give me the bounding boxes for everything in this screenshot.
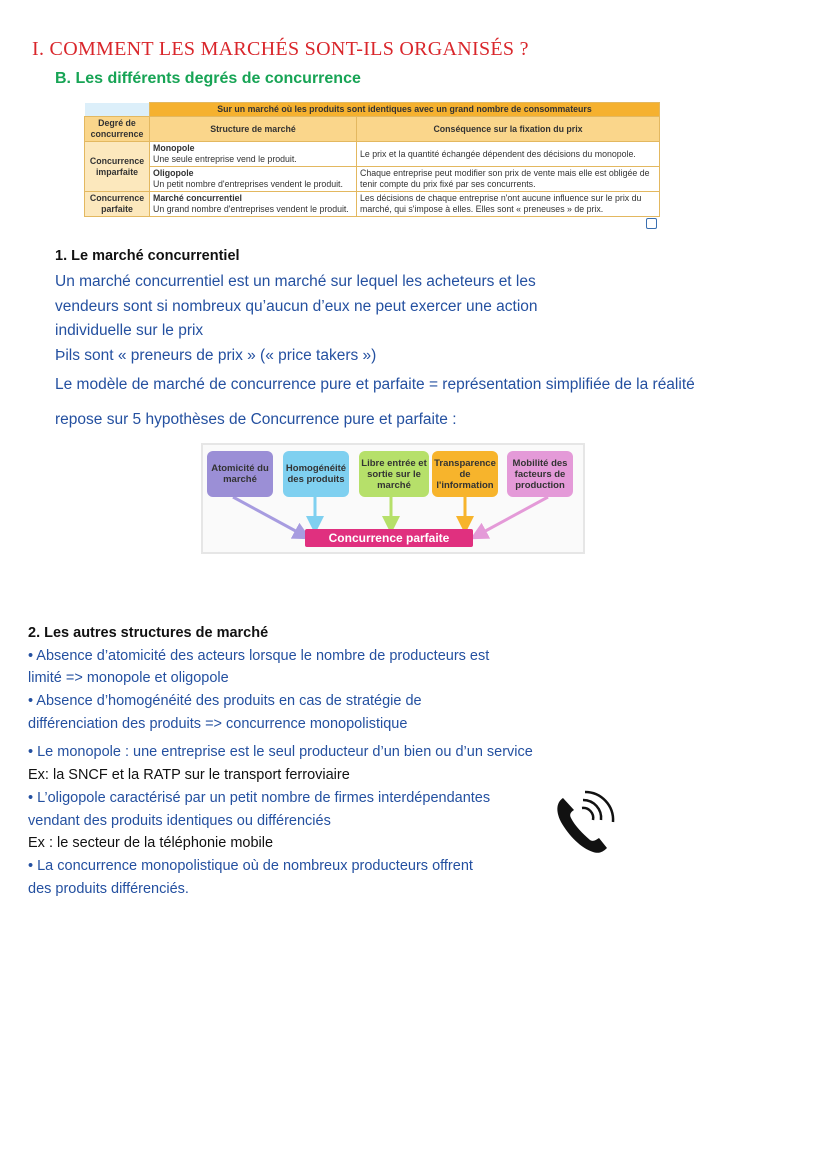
hypothesis-box: Libre entrée et sortie sur le marché [359,451,429,497]
paragraph-line: Le modèle de marché de concurrence pure et parfaite = représentation simplifiée de la réalité [55,376,695,393]
col-header: Structure de marché [150,117,357,142]
page-title: I. COMMENT LES MARCHÉS SONT-ILS ORGANISÉS ? [32,38,529,60]
col-header: Conséquence sur la fixation du prix [357,117,660,142]
paragraph-line: Un marché concurrentiel est un marché sur lequel les acheteurs et les [55,273,536,290]
comment-icon[interactable] [646,218,657,229]
paragraph-line: • La concurrence monopolistique où de nombreux producteurs offrent [28,858,473,874]
hypothesis-box: Mobilité des facteurs de production [507,451,573,497]
paragraph-line: • Le monopole : une entreprise est le seul producteur d’un bien ou d’un service [28,744,533,760]
paragraph-line: • L’oligopole caractérisé par un petit nombre de firmes interdépendantes [28,790,491,806]
table-row: Concurrence parfaite Marché concurrentiel Un grand nombre d'entreprises vendent le produit. Les décisions de chaque entreprise n'ont aucune influence sur le prix du marché, qui s'impose à elles. Elles sont « preneuses » de prix. [85,192,660,217]
paragraph-line: des produits différenciés. [28,881,189,897]
hypothesis-box: Transparence de l'information [432,451,498,497]
paragraph-line: • Absence d’homogénéité des produits en cas de stratégie de [28,693,422,709]
phone-icon [553,790,619,856]
hypothesis-box: Atomicité du marché [207,451,273,497]
table-row: Oligopole Un petit nombre d'entreprises vendent le produit. Chaque entreprise peut modifier son prix de vente mais elle est obligée de tenir compte du prix fixé par ses concurrents. [85,167,660,192]
col-header: Degré de concurrence [85,117,150,142]
table-top-header: Sur un marché où les produits sont identiques avec un grand nombre de consommateurs [150,103,660,117]
perfect-competition-box: Concurrence parfaite [305,529,473,547]
subtitle: B. Les différents degrés de concurrence [55,70,361,87]
perfect-competition-diagram [201,443,585,554]
section2-heading: 2. Les autres structures de marché [28,625,269,641]
paragraph-line: vendant des produits identiques ou différenciés [28,813,331,829]
hypothesis-box: Homogénéité des produits [283,451,349,497]
table-row: Concurrence imparfaite Monopole Une seule entreprise vend le produit. Le prix et la quantité échangée dépendent des décisions du monopole. [85,142,660,167]
paragraph-line: Þils sont « preneurs de prix » (« price takers ») [55,347,377,364]
paragraph-line: Ex: la SNCF et la RATP sur le transport ferroviaire [28,767,350,783]
paragraph-line: vendeurs sont si nombreux qu’aucun d’eux ne peut exercer une action [55,298,538,315]
paragraph-line: limité => monopole et oligopole [28,670,229,686]
paragraph-line: repose sur 5 hypothèses de Concurrence pure et parfaite : [55,411,457,428]
market-structure-table [84,102,660,217]
paragraph-line: différenciation des produits => concurrence monopolistique [28,716,408,732]
paragraph-line: individuelle sur le prix [55,322,204,339]
paragraph-line: • Absence d’atomicité des acteurs lorsque le nombre de producteurs est [28,648,490,664]
section1-heading: 1. Le marché concurrentiel [55,248,240,264]
paragraph-line: Ex : le secteur de la téléphonie mobile [28,835,274,851]
